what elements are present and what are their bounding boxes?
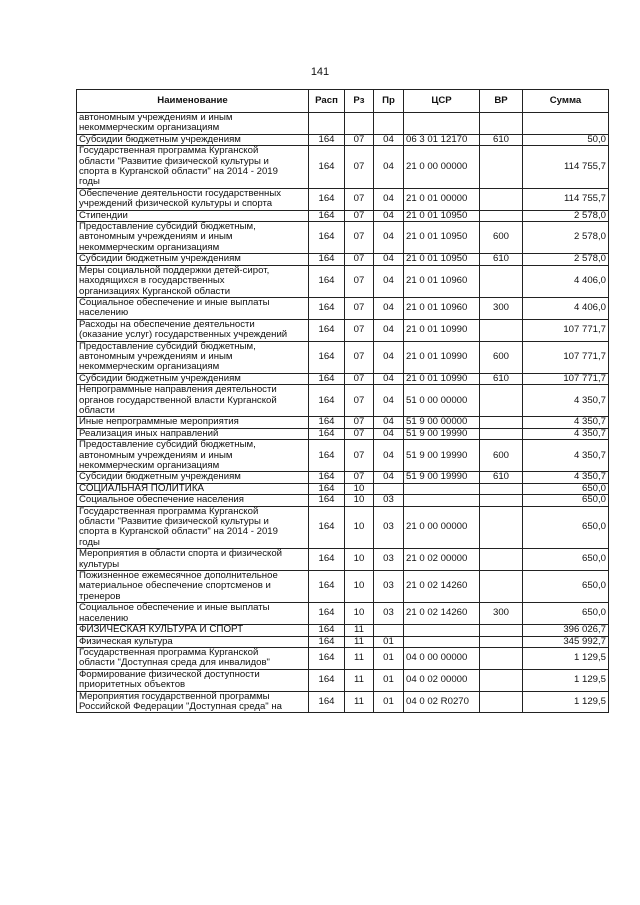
row-pr-cell (374, 483, 404, 494)
row-vr-cell: 600 (480, 222, 523, 254)
row-rz-cell: 11 (345, 691, 374, 713)
row-rz-cell: 07 (345, 265, 374, 297)
row-csr-cell: 21 0 01 10960 (404, 265, 480, 297)
row-rz-cell: 07 (345, 440, 374, 472)
row-rz-cell: 11 (345, 647, 374, 669)
row-csr-cell (404, 113, 480, 135)
row-sum-cell: 2 578,0 (523, 254, 609, 265)
row-csr-cell: 51 9 00 00000 (404, 417, 480, 428)
row-vr-cell: 610 (480, 472, 523, 483)
row-rasp-cell: 164 (309, 134, 345, 145)
row-name-cell (77, 483, 309, 494)
row-sum-cell: 650,0 (523, 603, 609, 625)
row-pr-cell: 04 (374, 254, 404, 265)
row-name-line: Социальное обеспечение населения (79, 494, 244, 506)
table-row (77, 603, 609, 625)
row-name-line: населению (79, 612, 129, 624)
row-name-line: Предоставление субсидий бюджетным, (79, 340, 256, 352)
row-sum-cell: 4 350,7 (523, 385, 609, 417)
row-rasp-cell: 164 (309, 373, 345, 384)
row-name-line: населению (79, 307, 129, 319)
row-vr-cell (480, 549, 523, 571)
row-name-cell (77, 669, 309, 691)
row-sum-cell: 345 992,7 (523, 636, 609, 647)
row-name-cell (77, 297, 309, 319)
table-row (77, 373, 609, 384)
row-vr-cell (480, 506, 523, 549)
row-pr-cell: 04 (374, 341, 404, 373)
row-name-line: Субсидии бюджетным учреждениям (79, 372, 241, 384)
row-rz-cell: 07 (345, 222, 374, 254)
row-name-cell (77, 210, 309, 221)
row-name-line: Субсидии бюджетным учреждениям (79, 253, 241, 265)
row-rasp-cell: 164 (309, 472, 345, 483)
row-pr-cell: 04 (374, 265, 404, 297)
row-name-cell (77, 571, 309, 603)
row-name-line: Государственная программа Курганской (79, 145, 259, 157)
row-rz-cell: 07 (345, 472, 374, 483)
row-csr-cell (404, 483, 480, 494)
row-vr-cell (480, 188, 523, 210)
table-row (77, 222, 609, 254)
table-row (77, 669, 609, 691)
row-csr-cell: 51 9 00 19990 (404, 428, 480, 439)
table-header-row (77, 90, 609, 113)
row-name-cell (77, 222, 309, 254)
row-pr-cell: 04 (374, 319, 404, 341)
row-sum-cell: 396 026,7 (523, 625, 609, 636)
table-row (77, 417, 609, 428)
row-vr-cell (480, 113, 523, 135)
row-pr-cell: 01 (374, 636, 404, 647)
table-row (77, 483, 609, 494)
row-rasp-cell: 164 (309, 210, 345, 221)
row-rz-cell: 07 (345, 341, 374, 373)
row-rasp-cell: 164 (309, 636, 345, 647)
row-name-cell (77, 113, 309, 135)
row-rz-cell: 07 (345, 319, 374, 341)
row-sum-cell: 4 350,7 (523, 472, 609, 483)
row-rz-cell: 07 (345, 417, 374, 428)
table-row (77, 571, 609, 603)
row-vr-cell: 610 (480, 373, 523, 384)
row-vr-cell (480, 625, 523, 636)
row-csr-cell: 21 0 01 10950 (404, 210, 480, 221)
row-name-cell (77, 647, 309, 669)
row-name-cell (77, 385, 309, 417)
row-name-cell (77, 341, 309, 373)
row-rz-cell (345, 113, 374, 135)
row-pr-cell (374, 113, 404, 135)
row-pr-cell: 01 (374, 647, 404, 669)
row-name-line: годы (79, 176, 100, 188)
table-row (77, 691, 609, 713)
row-pr-cell: 04 (374, 417, 404, 428)
row-sum-cell: 114 755,7 (523, 146, 609, 189)
table-row (77, 134, 609, 145)
row-name-line: органов государственной власти Курганской (79, 394, 277, 406)
row-csr-cell: 21 0 02 14260 (404, 603, 480, 625)
row-csr-cell: 21 0 00 00000 (404, 146, 480, 189)
row-name-line: Расходы на обеспечение деятельности (79, 318, 255, 330)
row-sum-cell: 107 771,7 (523, 373, 609, 384)
row-name-cell (77, 495, 309, 506)
column-header-sum: Сумма (523, 90, 609, 113)
row-sum-cell: 1 129,5 (523, 669, 609, 691)
row-vr-cell (480, 691, 523, 713)
row-name-line: находящихся в государственных (79, 275, 225, 287)
row-vr-cell (480, 417, 523, 428)
row-sum-cell: 4 406,0 (523, 297, 609, 319)
row-pr-cell: 04 (374, 440, 404, 472)
row-name-cell (77, 440, 309, 472)
row-name-cell (77, 134, 309, 145)
row-rasp-cell: 164 (309, 483, 345, 494)
row-name-cell (77, 549, 309, 571)
row-name-line: Формирование физической доступности (79, 668, 260, 680)
row-name-line: автономным учреждениям и иным (79, 112, 233, 123)
row-name-cell (77, 254, 309, 265)
row-name-line: тренеров (79, 590, 121, 602)
row-sum-cell: 4 350,7 (523, 440, 609, 472)
table-row (77, 625, 609, 636)
row-rasp-cell: 164 (309, 506, 345, 549)
row-name-line: приоритетных объектов (79, 679, 186, 691)
table-body (77, 113, 609, 713)
row-vr-cell: 300 (480, 603, 523, 625)
row-vr-cell: 610 (480, 134, 523, 145)
table-row (77, 146, 609, 189)
page-number: 141 (310, 66, 330, 78)
row-name-cell (77, 146, 309, 189)
row-sum-cell: 4 406,0 (523, 265, 609, 297)
column-header-vr: ВР (480, 90, 523, 113)
row-pr-cell: 04 (374, 428, 404, 439)
row-name-line: Стипендии (79, 209, 128, 221)
row-vr-cell (480, 571, 523, 603)
row-name-cell (77, 472, 309, 483)
row-pr-cell: 04 (374, 373, 404, 384)
column-header-csr: ЦСР (404, 90, 480, 113)
table-row (77, 647, 609, 669)
row-pr-cell: 03 (374, 603, 404, 625)
row-vr-cell (480, 265, 523, 297)
row-vr-cell (480, 636, 523, 647)
row-name-line: Меры социальной поддержки детей-сирот, (79, 264, 270, 276)
row-name-line: некоммерческим организациям (79, 122, 220, 134)
table-row (77, 428, 609, 439)
row-rasp-cell: 164 (309, 428, 345, 439)
row-rz-cell: 07 (345, 385, 374, 417)
row-rz-cell: 11 (345, 625, 374, 636)
row-csr-cell: 21 0 02 00000 (404, 549, 480, 571)
table-row (77, 385, 609, 417)
row-pr-cell: 01 (374, 691, 404, 713)
table-row (77, 297, 609, 319)
row-pr-cell: 04 (374, 222, 404, 254)
table-row (77, 636, 609, 647)
row-vr-cell: 300 (480, 297, 523, 319)
row-csr-cell: 04 0 02 R0270 (404, 691, 480, 713)
row-sum-cell: 650,0 (523, 571, 609, 603)
row-sum-cell: 650,0 (523, 483, 609, 494)
row-name-cell (77, 265, 309, 297)
row-rz-cell: 07 (345, 188, 374, 210)
row-pr-cell: 04 (374, 472, 404, 483)
row-vr-cell (480, 319, 523, 341)
row-rz-cell: 10 (345, 483, 374, 494)
row-name-line: организациях Курганской области (79, 285, 231, 297)
row-csr-cell: 06 3 01 12170 (404, 134, 480, 145)
row-rz-cell: 10 (345, 506, 374, 549)
row-rasp-cell: 164 (309, 647, 345, 669)
row-csr-cell: 21 0 01 10990 (404, 341, 480, 373)
row-name-line: учреждений физической культуры и спорта (79, 198, 273, 210)
table-row (77, 440, 609, 472)
table-row (77, 319, 609, 341)
row-rasp-cell: 164 (309, 440, 345, 472)
row-rasp-cell: 164 (309, 625, 345, 636)
row-name-cell (77, 603, 309, 625)
row-rz-cell: 10 (345, 549, 374, 571)
row-name-line: (оказание услуг) государственных учреждений (79, 329, 288, 341)
row-name-line: Обеспечение деятельности государственных (79, 187, 282, 199)
row-rasp-cell: 164 (309, 495, 345, 506)
row-pr-cell (374, 625, 404, 636)
row-name-line: Мероприятия государственной программы (79, 690, 270, 702)
row-rasp-cell: 164 (309, 297, 345, 319)
row-csr-cell: 51 0 00 00000 (404, 385, 480, 417)
table-row (77, 254, 609, 265)
row-name-line: Социальное обеспечение и иные выплаты (79, 602, 270, 614)
table-row (77, 341, 609, 373)
row-sum-cell: 1 129,5 (523, 647, 609, 669)
row-name-line: спорта в Курганской области" на 2014 - 2019 (79, 166, 278, 178)
row-csr-cell: 21 0 01 10950 (404, 254, 480, 265)
row-csr-cell: 04 0 02 00000 (404, 669, 480, 691)
row-pr-cell: 04 (374, 146, 404, 189)
row-csr-cell: 21 0 01 10990 (404, 319, 480, 341)
table-row (77, 472, 609, 483)
row-name-line: Субсидии бюджетным учреждениям (79, 133, 241, 145)
row-rasp-cell: 164 (309, 222, 345, 254)
row-name-line: культуры (79, 558, 120, 570)
row-name-line: некоммерческим организациям (79, 361, 220, 373)
row-sum-cell: 650,0 (523, 495, 609, 506)
row-name-line: автономным учреждениям и иным (79, 449, 233, 461)
row-rasp-cell: 164 (309, 265, 345, 297)
row-sum-cell: 2 578,0 (523, 210, 609, 221)
row-sum-cell: 107 771,7 (523, 319, 609, 341)
row-csr-cell: 51 9 00 19990 (404, 472, 480, 483)
row-pr-cell: 03 (374, 506, 404, 549)
row-rasp-cell (309, 113, 345, 135)
row-csr-cell: 21 0 01 10950 (404, 222, 480, 254)
row-vr-cell (480, 146, 523, 189)
row-name-line: Мероприятия в области спорта и физической (79, 548, 283, 560)
row-rasp-cell: 164 (309, 669, 345, 691)
row-sum-cell: 650,0 (523, 549, 609, 571)
budget-table (76, 89, 609, 713)
row-sum-cell: 4 350,7 (523, 428, 609, 439)
row-name-line: Социальное обеспечение и иные выплаты (79, 296, 270, 308)
row-name-line: Субсидии бюджетным учреждениям (79, 471, 241, 483)
row-rasp-cell: 164 (309, 341, 345, 373)
row-vr-cell (480, 669, 523, 691)
row-rz-cell: 10 (345, 603, 374, 625)
row-pr-cell: 03 (374, 495, 404, 506)
column-header-rasp: Расп (309, 90, 345, 113)
row-vr-cell (480, 483, 523, 494)
table-row (77, 113, 609, 135)
row-rasp-cell: 164 (309, 319, 345, 341)
row-vr-cell (480, 647, 523, 669)
row-csr-cell: 21 0 01 10990 (404, 373, 480, 384)
row-vr-cell (480, 385, 523, 417)
row-pr-cell: 04 (374, 297, 404, 319)
row-name-cell (77, 373, 309, 384)
row-name-line: Предоставление субсидий бюджетным, (79, 221, 256, 233)
row-rasp-cell: 164 (309, 603, 345, 625)
row-pr-cell: 04 (374, 210, 404, 221)
row-vr-cell: 610 (480, 254, 523, 265)
row-name-cell (77, 506, 309, 549)
row-sum-cell: 650,0 (523, 506, 609, 549)
row-rz-cell: 07 (345, 254, 374, 265)
row-rasp-cell: 164 (309, 146, 345, 189)
row-name-cell (77, 428, 309, 439)
row-rasp-cell: 164 (309, 254, 345, 265)
row-name-line: годы (79, 536, 100, 548)
row-name-line: области "Развитие физической культуры и (79, 516, 269, 528)
table-row (77, 210, 609, 221)
row-pr-cell: 04 (374, 188, 404, 210)
row-sum-cell: 114 755,7 (523, 188, 609, 210)
row-name-line: Физическая культура (79, 635, 173, 647)
row-name-cell (77, 417, 309, 428)
row-name-line: автономным учреждениям и иным (79, 350, 233, 362)
row-pr-cell: 04 (374, 134, 404, 145)
row-name-line: области "Доступная среда для инвалидов" (79, 657, 270, 669)
row-rz-cell: 10 (345, 495, 374, 506)
row-sum-cell: 50,0 (523, 134, 609, 145)
row-sum-cell (523, 113, 609, 135)
row-name-cell (77, 188, 309, 210)
row-name-line: Непрограммные направления деятельности (79, 384, 277, 396)
row-name-cell (77, 625, 309, 636)
table-row (77, 265, 609, 297)
row-csr-cell: 04 0 00 00000 (404, 647, 480, 669)
row-sum-cell: 1 129,5 (523, 691, 609, 713)
row-rasp-cell: 164 (309, 188, 345, 210)
table-row (77, 549, 609, 571)
row-csr-cell: 21 0 01 00000 (404, 188, 480, 210)
row-name-line: материальное обеспечение спортсменов и (79, 580, 271, 592)
row-rasp-cell: 164 (309, 417, 345, 428)
row-name-line: автономным учреждениям и иным (79, 231, 233, 243)
row-name-line: Российской Федерации "Доступная среда" на (79, 700, 283, 712)
row-name-line: Предоставление субсидий бюджетным, (79, 439, 256, 451)
table-row (77, 506, 609, 549)
row-name-line: некоммерческим организациям (79, 460, 220, 471)
row-name-line: СОЦИАЛЬНАЯ ПОЛИТИКА (79, 482, 205, 494)
row-csr-cell (404, 625, 480, 636)
row-rz-cell: 07 (345, 297, 374, 319)
row-name-cell (77, 319, 309, 341)
row-name-line: Иные непрограммные мероприятия (79, 416, 239, 428)
row-name-line: спорта в Курганской области" на 2014 - 2019 (79, 526, 278, 538)
column-header-pr: Пр (374, 90, 404, 113)
row-name-line: некоммерческим организациям (79, 241, 220, 253)
column-header-name: Наименование (77, 90, 309, 113)
row-vr-cell: 600 (480, 341, 523, 373)
row-rz-cell: 11 (345, 636, 374, 647)
row-name-line: Реализация иных направлений (79, 427, 219, 439)
row-rz-cell: 07 (345, 428, 374, 439)
row-vr-cell (480, 495, 523, 506)
row-name-line: Пожизненное ежемесячное дополнительное (79, 570, 278, 582)
row-csr-cell: 21 0 01 10960 (404, 297, 480, 319)
row-vr-cell (480, 210, 523, 221)
row-rz-cell: 07 (345, 210, 374, 221)
row-rz-cell: 07 (345, 373, 374, 384)
row-name-line: области "Развитие физической культуры и (79, 155, 269, 167)
row-rasp-cell: 164 (309, 691, 345, 713)
column-header-rz: Рз (345, 90, 374, 113)
row-csr-cell (404, 636, 480, 647)
row-rz-cell: 07 (345, 146, 374, 189)
row-sum-cell: 107 771,7 (523, 341, 609, 373)
row-name-line: области (79, 404, 115, 416)
row-name-cell (77, 691, 309, 713)
row-name-cell (77, 636, 309, 647)
row-sum-cell: 2 578,0 (523, 222, 609, 254)
row-rz-cell: 07 (345, 134, 374, 145)
row-csr-cell: 21 0 00 00000 (404, 506, 480, 549)
row-sum-cell: 4 350,7 (523, 417, 609, 428)
row-name-line: Государственная программа Курганской (79, 505, 259, 517)
row-pr-cell: 03 (374, 549, 404, 571)
row-rasp-cell: 164 (309, 571, 345, 603)
row-pr-cell: 01 (374, 669, 404, 691)
row-rasp-cell: 164 (309, 549, 345, 571)
table-row (77, 495, 609, 506)
row-vr-cell: 600 (480, 440, 523, 472)
row-name-line: ФИЗИЧЕСКАЯ КУЛЬТУРА И СПОРТ (79, 624, 244, 636)
row-name-line: Государственная программа Курганской (79, 646, 259, 658)
row-csr-cell: 51 9 00 19990 (404, 440, 480, 472)
table-row (77, 188, 609, 210)
row-rz-cell: 11 (345, 669, 374, 691)
row-pr-cell: 03 (374, 571, 404, 603)
row-csr-cell: 21 0 02 14260 (404, 571, 480, 603)
row-rz-cell: 10 (345, 571, 374, 603)
row-rasp-cell: 164 (309, 385, 345, 417)
row-csr-cell (404, 495, 480, 506)
row-pr-cell: 04 (374, 385, 404, 417)
row-vr-cell (480, 428, 523, 439)
